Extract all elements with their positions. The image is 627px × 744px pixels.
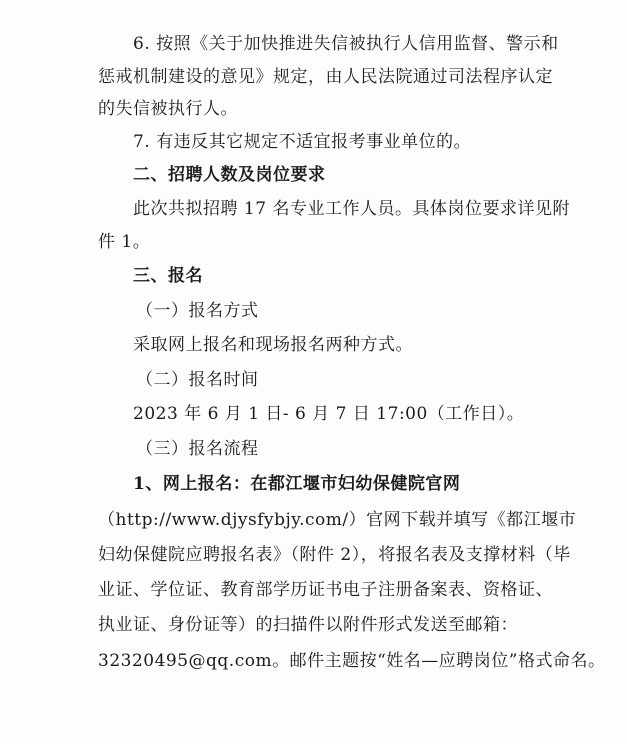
subsection-heading-2: （二）报名时间: [136, 370, 259, 390]
subsection-heading-1: （一）报名方式: [136, 301, 259, 321]
online-registration-heading: 1、网上报名：在都江堰市妇幼保健院官网: [133, 474, 461, 494]
paragraph-line-12: 2023 年 6 月 1 日- 6 月 7 日 17:00（工作日）。: [133, 404, 525, 424]
paragraph-line-17: 业证、学位证、教育部学历证书电子注册备案表、资格证、: [98, 580, 553, 600]
paragraph-line-16: 妇幼保健院应聘报名表》（附件 2），将报名表及支撑材料（毕: [98, 545, 571, 565]
paragraph-line-1: 6. 按照《关于加快推进失信被执行人信用监督、警示和: [133, 34, 559, 54]
paragraph-line-7: 件 1。: [98, 232, 151, 252]
paragraph-line-3: 的失信被执行人。: [98, 99, 238, 119]
paragraph-line-6: 此次共拟招聘 17 名专业工作人员。具体岗位要求详见附: [133, 199, 570, 219]
paragraph-line-19: 32320495@qq.com。邮件主题按“姓名—应聘岗位”格式命名。: [98, 651, 606, 671]
paragraph-line-2: 惩戒机制建设的意见》规定，由人民法院通过司法程序认定: [98, 67, 553, 87]
paragraph-line-15: （http://www.djysfybjy.com/）官网下载并填写《都江堰市: [98, 510, 577, 530]
paragraph-line-10: 采取网上报名和现场报名两种方式。: [133, 335, 413, 355]
paragraph-line-4: 7. 有违反其它规定不适宜报考事业单位的。: [133, 132, 472, 152]
paragraph-line-18: 执业证、身份证等）的扫描件以附件形式发送至邮箱：: [98, 615, 518, 635]
section-heading-3: 三、报名: [133, 266, 203, 286]
section-heading-2: 二、招聘人数及岗位要求: [133, 165, 326, 185]
subsection-heading-3: （三）报名流程: [136, 439, 259, 459]
